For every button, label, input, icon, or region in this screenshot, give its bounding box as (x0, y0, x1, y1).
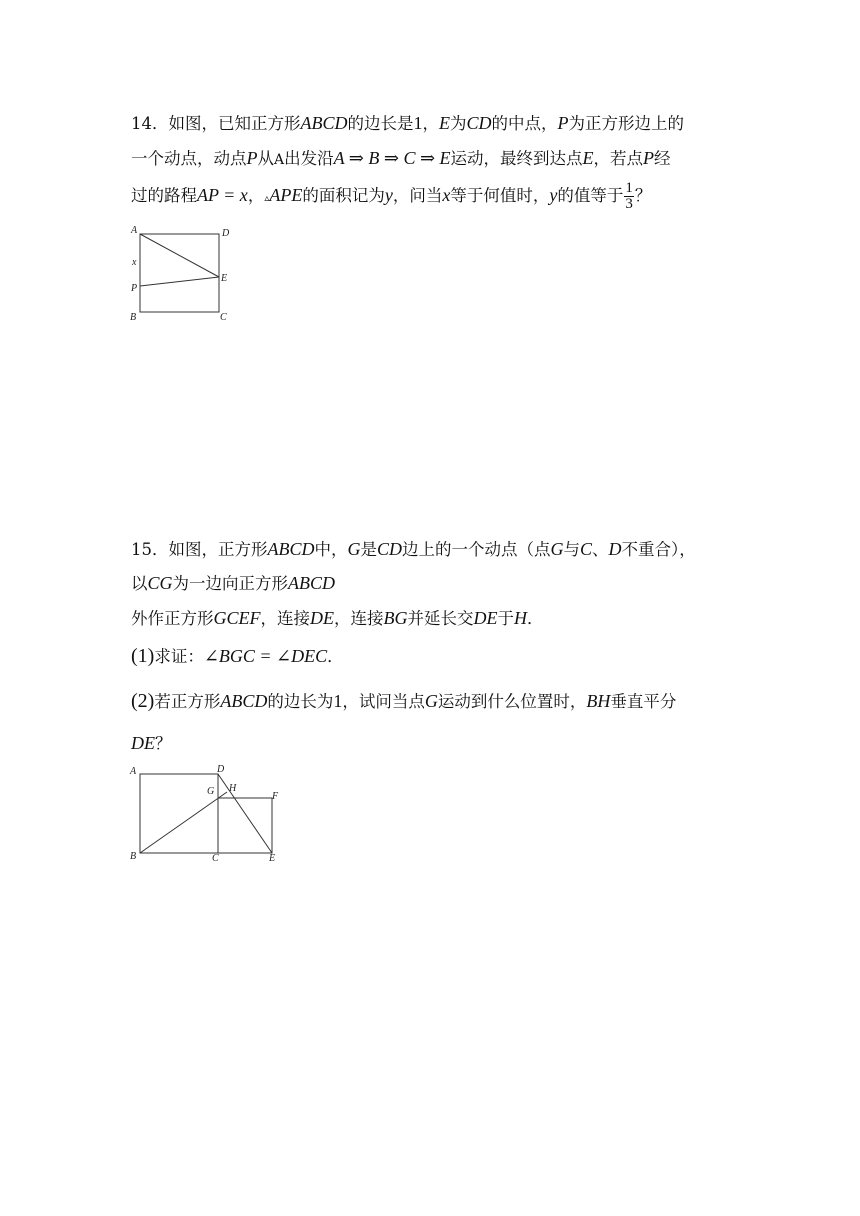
q15-text: ，连接 (334, 609, 384, 628)
q14-math: AP = x (197, 185, 248, 205)
q14-text: 经 (654, 149, 671, 168)
q15-label-e: E (269, 853, 276, 864)
q15-text: ． (327, 647, 344, 666)
q14-text: 的中点， (491, 114, 558, 133)
q15-label-b: B (130, 851, 137, 862)
q14-label-b: B (130, 312, 137, 323)
q14-text: 为 (450, 114, 467, 133)
q15-text: 如图，正方形 (168, 540, 268, 559)
q15-part-2 (131, 689, 676, 714)
q14-text: ， (247, 186, 265, 205)
q14-text: A (274, 152, 285, 168)
fraction (624, 181, 634, 212)
q14-math: x (442, 185, 451, 205)
q14-text: ？ (634, 186, 652, 205)
fraction-denominator: 3 (625, 196, 633, 212)
q15-math: ABCD (220, 691, 268, 711)
q14-math: E (582, 148, 594, 168)
q15-text: 为一边向正方形 (172, 574, 289, 593)
q14-text: ，问当 (392, 186, 443, 205)
q15-text: 运动到什么位置时， (437, 692, 587, 711)
q14-math: E (439, 113, 450, 133)
q15-part-2-cont (131, 731, 172, 756)
q14-text: 的面积记为 (302, 186, 385, 205)
q15-text: 的边长为 (267, 692, 334, 711)
q14-text: ，若点 (593, 149, 644, 168)
q15-math: C (580, 539, 593, 559)
q15-math: GCEF (213, 608, 261, 628)
q15-text: 边上的一个动点（点 (402, 540, 551, 559)
q15-math: DE (131, 733, 155, 753)
q14-text: 出发沿 (284, 149, 334, 168)
q15-text: ，试问当点 (342, 692, 425, 711)
q14-text: 运动，最终到达点 (450, 149, 583, 168)
q14-text: 的值等于 (557, 186, 624, 205)
q15-label-g: G (207, 786, 215, 797)
q14-math: y (549, 185, 558, 205)
q14-label-e: E (221, 273, 228, 284)
q15-math: ∠BGC = ∠DEC (203, 646, 328, 666)
q15-text: 于 (497, 609, 514, 628)
q15-text: 是 (360, 540, 377, 559)
q15-text: 外作正方形 (131, 609, 214, 628)
q14-math: CD (466, 113, 492, 133)
q15-figure (126, 762, 286, 872)
q14-text: 如图，已知正方形 (168, 114, 301, 133)
q15-label-f: F (272, 791, 279, 802)
q14-label-x: x (132, 257, 137, 268)
q14-label-d: D (222, 228, 230, 239)
q14-text: 为正方形边上的 (568, 114, 685, 133)
q14-text: 从 (257, 149, 274, 168)
q15-text: 、 (592, 540, 609, 559)
q15-math: G (424, 691, 438, 711)
q14-math: A ⇒ B ⇒ C ⇒ E (333, 148, 451, 168)
q15-text: 中， (314, 540, 348, 559)
q14-math: P (557, 113, 569, 133)
q15-math: 1 (333, 691, 343, 711)
q15-math: ABCD (267, 539, 315, 559)
q15-math: H (514, 608, 527, 628)
q15-math: ABCD (288, 573, 336, 593)
q14-figure (126, 224, 236, 324)
q15-math: G (550, 539, 564, 559)
q15-math: G (347, 539, 361, 559)
q15-label-c: C (212, 853, 219, 864)
q15-math: D (608, 539, 622, 559)
q15-math: BH (586, 691, 611, 711)
q15-line-2 (131, 571, 335, 596)
q14-text: 的边长是 (347, 114, 414, 133)
q15-text: 不重合）， (621, 540, 696, 559)
q14-math: y (384, 185, 393, 205)
q14-label-a: A (131, 225, 138, 236)
q15-text: 若正方形 (154, 692, 221, 711)
q14-text: ， (422, 114, 439, 133)
q14-text: 等于何值时， (450, 186, 550, 205)
q14-number: 14． (131, 114, 169, 133)
q15-math: BG (383, 608, 408, 628)
q15-math: CG (147, 573, 173, 593)
q14-line-2 (131, 146, 671, 172)
q14-label-c: C (220, 312, 227, 323)
q15-part-number: (2) (131, 690, 155, 712)
q14-line-1 (131, 111, 684, 136)
q14-math: 1 (413, 113, 423, 133)
q14-math: P (643, 148, 655, 168)
q14-math: ABCD (300, 113, 348, 133)
q15-label-d: D (217, 764, 225, 775)
q15-text: 与 (563, 540, 581, 559)
q14-math: P (246, 148, 258, 168)
q15-part-1 (131, 644, 344, 669)
fraction-numerator: 1 (625, 180, 633, 196)
q15-text: ，连接 (260, 609, 310, 628)
q14-text: 过的路程 (131, 186, 197, 205)
q15-text: 求证： (154, 647, 204, 666)
q15-text: ？ (155, 734, 172, 753)
q15-text: 以 (131, 574, 148, 593)
q14-label-p: P (131, 283, 138, 294)
q14-line-3 (131, 181, 651, 212)
q15-line-1 (131, 537, 696, 562)
q15-math: CD (377, 539, 403, 559)
q15-text: ． (527, 609, 544, 628)
q14-text: 一个动点，动点 (131, 149, 247, 168)
q15-math: DE (473, 608, 498, 628)
q15-part-number: (1) (131, 645, 155, 667)
q15-label-h: H (229, 783, 237, 794)
q15-text: 垂直平分 (610, 692, 677, 711)
q14-triangle-symbol: ▵ (264, 193, 270, 204)
q15-label-a: A (130, 766, 137, 777)
q15-text: 并延长交 (407, 609, 474, 628)
q15-line-3 (131, 606, 544, 631)
q15-math: DE (310, 608, 334, 628)
q15-number: 15． (131, 540, 169, 559)
q14-math: APE (269, 185, 303, 205)
